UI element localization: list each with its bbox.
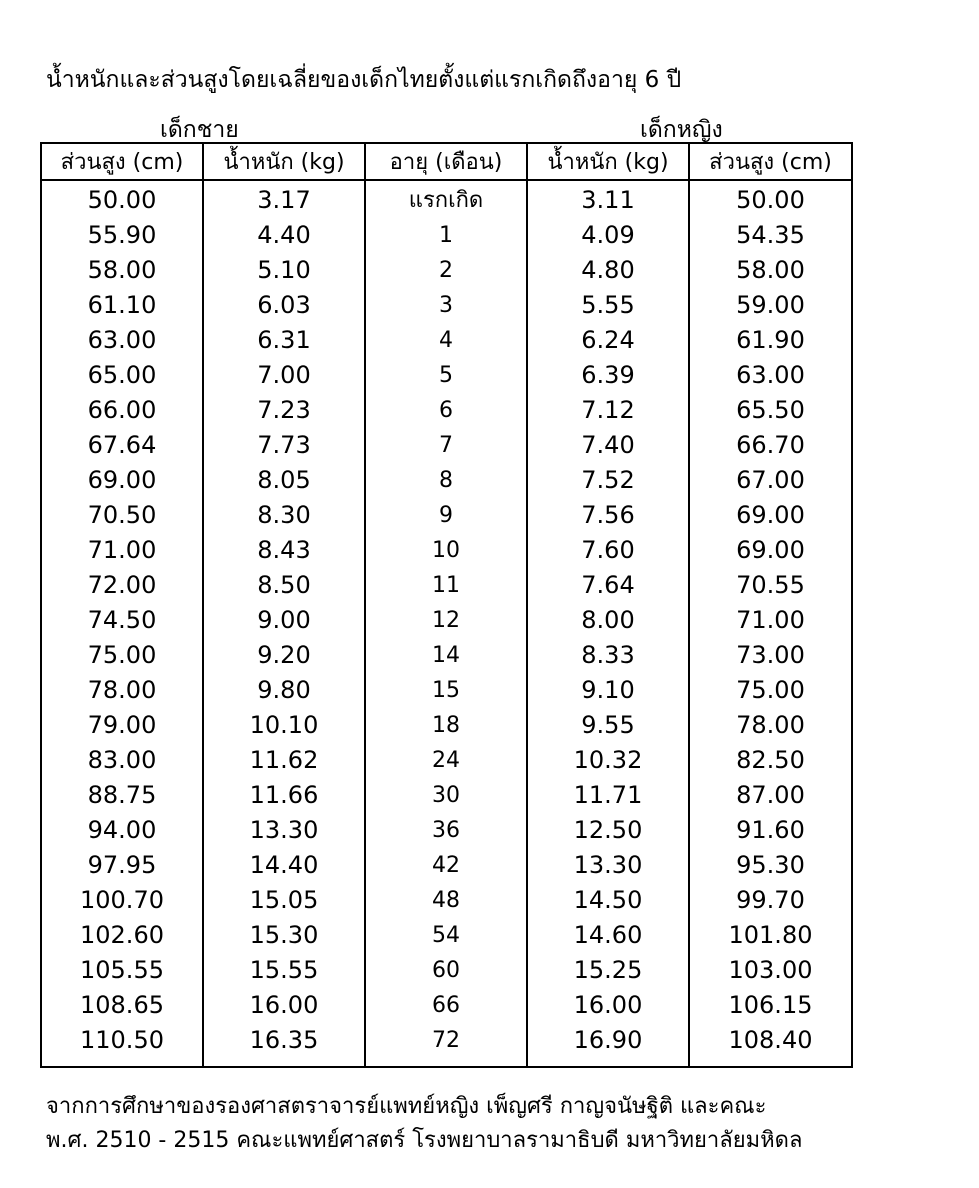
header-girls-height: ส่วนสูง (cm) [689,143,852,180]
table-row [41,428,852,463]
age-cell: 60 [365,953,527,988]
girls-weight-cell: 14.60 [527,918,689,953]
age-cell: 18 [365,708,527,743]
girls-height-cell: 91.60 [689,813,852,848]
table-row [41,883,852,918]
boys-weight-cell: 14.40 [203,848,365,883]
boys-weight-cell: 15.30 [203,918,365,953]
girls-weight-cell: 9.10 [527,673,689,708]
girls-weight-cell: 7.56 [527,498,689,533]
girls-height-cell: 59.00 [689,288,852,323]
girls-weight-cell: 14.50 [527,883,689,918]
girls-height-cell: 78.00 [689,708,852,743]
age-cell: 6 [365,393,527,428]
table-row [41,568,852,603]
table-row [41,918,852,953]
table-row [41,778,852,813]
age-cell: 24 [365,743,527,778]
boys-weight-cell: 7.73 [203,428,365,463]
table-row [41,498,852,533]
girls-weight-cell: 7.60 [527,533,689,568]
boys-weight-cell: 5.10 [203,253,365,288]
boys-height-cell: 71.00 [41,533,203,568]
girls-weight-cell: 9.55 [527,708,689,743]
table-row [41,743,852,778]
age-cell: 2 [365,253,527,288]
girls-height-cell: 108.40 [689,1023,852,1067]
age-cell: 15 [365,673,527,708]
girls-height-cell: 71.00 [689,603,852,638]
girls-weight-cell: 4.09 [527,218,689,253]
boys-weight-cell: 16.00 [203,988,365,1023]
age-cell: 72 [365,1023,527,1067]
boys-weight-cell: 9.00 [203,603,365,638]
age-cell: 48 [365,883,527,918]
boys-weight-cell: 9.80 [203,673,365,708]
table-row [41,533,852,568]
age-cell: 12 [365,603,527,638]
girls-height-cell: 65.50 [689,393,852,428]
girls-weight-cell: 10.32 [527,743,689,778]
girls-height-cell: 54.35 [689,218,852,253]
boys-height-cell: 105.55 [41,953,203,988]
boys-height-cell: 102.60 [41,918,203,953]
growth-table [40,142,853,1068]
girls-weight-cell: 4.80 [527,253,689,288]
table-row [41,953,852,988]
source-note-line-1: จากการศึกษาของรองศาสตราจารย์แพทย์หญิง เพ็ญศรี กาญจนัษฐิติ และคณะ [46,1094,767,1119]
boys-height-cell: 79.00 [41,708,203,743]
boys-weight-cell: 8.50 [203,568,365,603]
girls-height-cell: 70.55 [689,568,852,603]
girls-weight-cell: 3.11 [527,180,689,218]
table-row [41,603,852,638]
age-cell: 66 [365,988,527,1023]
header-boys-weight: น้ำหนัก (kg) [203,143,365,180]
girls-height-cell: 66.70 [689,428,852,463]
girls-height-cell: 73.00 [689,638,852,673]
girls-height-cell: 99.70 [689,883,852,918]
girls-height-cell: 58.00 [689,253,852,288]
age-cell: 42 [365,848,527,883]
girls-height-cell: 95.30 [689,848,852,883]
boys-height-cell: 74.50 [41,603,203,638]
girls-height-cell: 87.00 [689,778,852,813]
age-cell: 5 [365,358,527,393]
age-cell: 8 [365,463,527,498]
boys-weight-cell: 8.43 [203,533,365,568]
table-row [41,813,852,848]
boys-height-cell: 65.00 [41,358,203,393]
age-cell: 4 [365,323,527,358]
table-row [41,638,852,673]
boys-height-cell: 75.00 [41,638,203,673]
boys-height-cell: 108.65 [41,988,203,1023]
girls-height-cell: 75.00 [689,673,852,708]
table-row [41,358,852,393]
boys-weight-cell: 9.20 [203,638,365,673]
boys-weight-cell: 8.30 [203,498,365,533]
header-age: อายุ (เดือน) [365,143,527,180]
age-cell: 1 [365,218,527,253]
age-cell: แรกเกิด [365,180,527,218]
girls-height-cell: 103.00 [689,953,852,988]
girls-weight-cell: 16.90 [527,1023,689,1067]
girls-weight-cell: 7.40 [527,428,689,463]
age-cell: 54 [365,918,527,953]
boys-height-cell: 61.10 [41,288,203,323]
boys-weight-cell: 8.05 [203,463,365,498]
source-note [46,1090,802,1158]
age-cell: 30 [365,778,527,813]
boys-weight-cell: 15.55 [203,953,365,988]
boys-weight-cell: 13.30 [203,813,365,848]
girls-weight-cell: 7.12 [527,393,689,428]
table-row [41,848,852,883]
table-row [41,253,852,288]
boys-weight-cell: 3.17 [203,180,365,218]
table-row [41,393,852,428]
girls-height-cell: 82.50 [689,743,852,778]
table-row [41,218,852,253]
boys-weight-cell: 11.62 [203,743,365,778]
header-boys-height: ส่วนสูง (cm) [41,143,203,180]
boys-height-cell: 70.50 [41,498,203,533]
girls-height-cell: 69.00 [689,533,852,568]
age-cell: 7 [365,428,527,463]
girls-weight-cell: 12.50 [527,813,689,848]
table-row [41,463,852,498]
boys-height-cell: 72.00 [41,568,203,603]
girls-weight-cell: 6.24 [527,323,689,358]
table-row [41,673,852,708]
boys-weight-cell: 15.05 [203,883,365,918]
age-cell: 14 [365,638,527,673]
boys-weight-cell: 6.03 [203,288,365,323]
boys-height-cell: 88.75 [41,778,203,813]
boys-weight-cell: 6.31 [203,323,365,358]
boys-weight-cell: 7.23 [203,393,365,428]
girls-weight-cell: 11.71 [527,778,689,813]
table-body [41,180,852,1067]
boys-weight-cell: 4.40 [203,218,365,253]
boys-height-cell: 50.00 [41,180,203,218]
girls-height-cell: 106.15 [689,988,852,1023]
age-cell: 10 [365,533,527,568]
table-row [41,180,852,218]
boys-height-cell: 97.95 [41,848,203,883]
boys-height-cell: 78.00 [41,673,203,708]
girls-height-cell: 69.00 [689,498,852,533]
boys-height-cell: 66.00 [41,393,203,428]
girls-weight-cell: 8.33 [527,638,689,673]
table-row [41,1023,852,1067]
boys-height-cell: 110.50 [41,1023,203,1067]
age-cell: 3 [365,288,527,323]
boys-height-cell: 94.00 [41,813,203,848]
boys-height-cell: 67.64 [41,428,203,463]
group-label-boys: เด็กชาย [160,117,239,143]
group-label-girls: เด็กหญิง [640,117,723,143]
girls-height-cell: 67.00 [689,463,852,498]
boys-height-cell: 100.70 [41,883,203,918]
boys-height-cell: 58.00 [41,253,203,288]
boys-height-cell: 69.00 [41,463,203,498]
girls-weight-cell: 6.39 [527,358,689,393]
girls-height-cell: 101.80 [689,918,852,953]
girls-weight-cell: 16.00 [527,988,689,1023]
boys-weight-cell: 7.00 [203,358,365,393]
table-row [41,288,852,323]
table-row [41,708,852,743]
girls-height-cell: 50.00 [689,180,852,218]
boys-height-cell: 83.00 [41,743,203,778]
page-title: น้ำหนักและส่วนสูงโดยเฉลี่ยของเด็กไทยตั้งแต่แรกเกิดถึงอายุ 6 ปี [46,67,682,93]
boys-weight-cell: 10.10 [203,708,365,743]
girls-height-cell: 63.00 [689,358,852,393]
boys-weight-cell: 16.35 [203,1023,365,1067]
source-note-line-2: พ.ศ. 2510 - 2515 คณะแพทย์ศาสตร์ โรงพยาบาลรามาธิบดี มหาวิทยาลัยมหิดล [46,1128,803,1153]
girls-weight-cell: 5.55 [527,288,689,323]
girls-weight-cell: 7.64 [527,568,689,603]
table-row [41,323,852,358]
girls-height-cell: 61.90 [689,323,852,358]
header-girls-weight: น้ำหนัก (kg) [527,143,689,180]
girls-weight-cell: 7.52 [527,463,689,498]
age-cell: 11 [365,568,527,603]
table-row [41,988,852,1023]
boys-height-cell: 55.90 [41,218,203,253]
girls-weight-cell: 13.30 [527,848,689,883]
age-cell: 36 [365,813,527,848]
girls-weight-cell: 15.25 [527,953,689,988]
boys-weight-cell: 11.66 [203,778,365,813]
table-header-row [41,143,852,180]
age-cell: 9 [365,498,527,533]
boys-height-cell: 63.00 [41,323,203,358]
girls-weight-cell: 8.00 [527,603,689,638]
